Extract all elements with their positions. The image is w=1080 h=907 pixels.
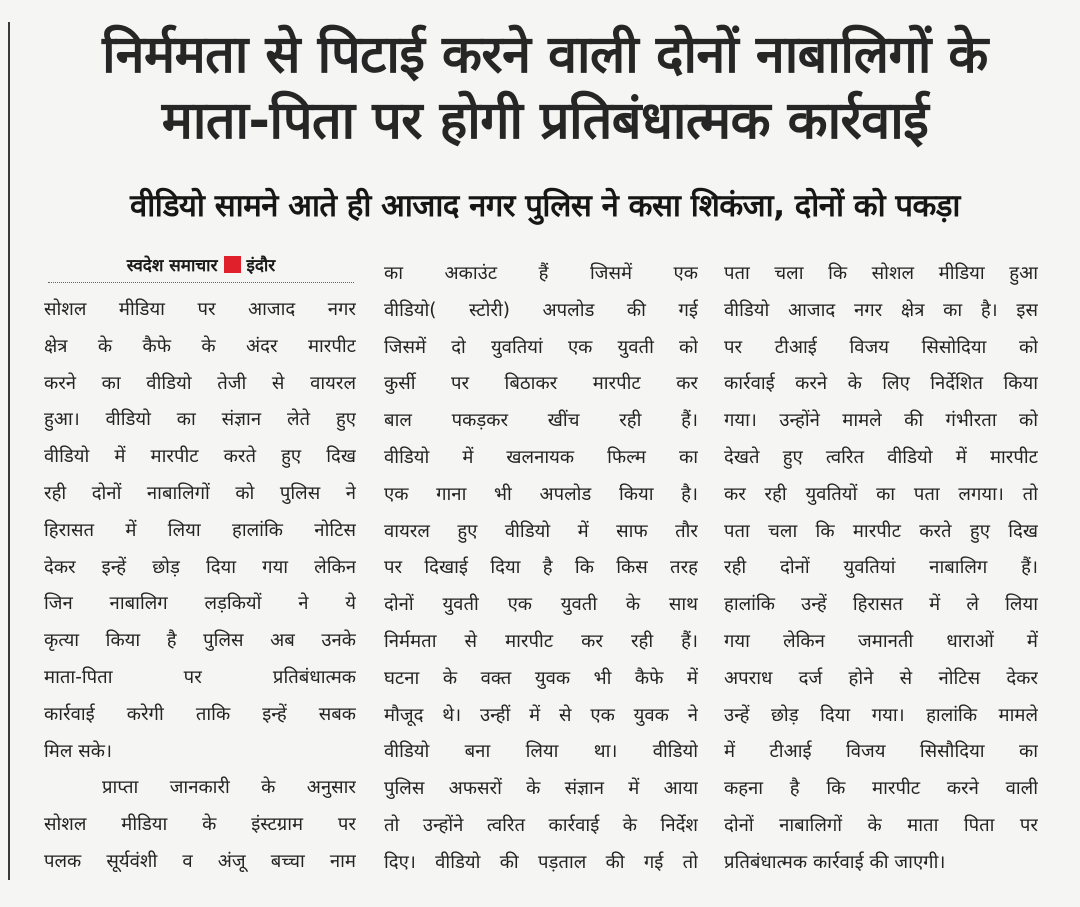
- article-text-line: रही दोनों युवतियां नाबालिग हैं।: [724, 557, 1038, 579]
- article-text-line: जिसमें दो युवतियां एक युवती को: [384, 336, 698, 358]
- article-text-line: माता-पिता पर प्रतिबंधात्मक: [44, 667, 356, 688]
- article-text-line: मौजूद थे। उन्हीं में से एक युवक ने: [384, 704, 698, 726]
- article-text-line: वायरल हुए वीडियो में साफ तौर: [384, 520, 698, 542]
- byline-source: स्वदेश समाचार: [126, 256, 218, 276]
- article-text-line: हुआ। वीडियो का संज्ञान लेते हुए: [44, 409, 356, 431]
- article-text-line: वीडियो में खलनायक फिल्म का: [384, 447, 698, 468]
- article-text-line: मिल सके।: [44, 740, 113, 762]
- article-text-line: तो उन्होंने त्वरित कार्रवाई के निर्देश: [384, 815, 698, 836]
- article-text-line: पर दिखाई दिया है कि किस तरह: [384, 557, 698, 579]
- red-square-icon: [224, 256, 241, 273]
- article-text-line: कहना है कि मारपीट करने वाली: [724, 778, 1038, 800]
- article-text-line: वीडियो बना लिया था। वीडियो: [384, 741, 698, 763]
- article-text-line: वीडियो( स्टोरी) अपलोड की गई: [384, 299, 698, 321]
- column-rule: [8, 22, 10, 880]
- article-text-line: जिन नाबालिग लड़कियों ने ये: [44, 593, 356, 615]
- article-text-line: करने का वीडियो तेजी से वायरल: [44, 372, 356, 394]
- article-text-line: हालांकि उन्हें हिरासत में ले लिया: [724, 594, 1038, 616]
- article-text-line: पता चला कि मारपीट करते हुए दिख: [724, 520, 1038, 542]
- article-text-line: दिए। वीडियो की पड़ताल की गई तो: [384, 851, 698, 873]
- article-text-line: सोशल मीडिया पर आजाद नगर: [44, 299, 356, 320]
- article-text-line: वीडियो में मारपीट करते हुए दिख: [44, 446, 356, 468]
- headline-line-2: माता-पिता पर होगी प्रतिबंधात्मक कार्रवाई: [161, 91, 929, 151]
- article-text-line: कार्रवाई करने के लिए निर्देशित किया: [724, 373, 1038, 395]
- article-text-line: गया। उन्होंने मामले की गंभीरता को: [724, 410, 1038, 432]
- article-text-line: हिरासत में लिया हालांकि नोटिस: [44, 519, 356, 541]
- article-text-line: दोनों युवती एक युवती के साथ: [384, 594, 698, 616]
- article-text-line: अपराध दर्ज होने से नोटिस देकर: [724, 667, 1038, 689]
- article-text-line: देखते हुए त्वरित वीडियो में मारपीट: [724, 447, 1038, 468]
- article-text-line: रही दोनों नाबालिगों को पुलिस ने: [44, 483, 356, 504]
- article-text-line: पलक सूर्यवंशी व अंजू बच्चा नाम: [44, 851, 356, 872]
- article-text-line: दोनों नाबालिगों के माता पिता पर: [724, 815, 1038, 836]
- article-text-line: कृत्या किया है पुलिस अब उनके: [44, 630, 356, 652]
- article-text-line: कर रही युवतियों का पता लगया। तो: [724, 483, 1038, 505]
- article-text-line: कुर्सी पर बिठाकर मारपीट कर: [384, 373, 698, 395]
- article-text-line: पुलिस अफसरों के संज्ञान में आया: [384, 778, 698, 800]
- article-text-line: निर्ममता से मारपीट कर रही हैं।: [384, 631, 698, 652]
- article-text-line: गया लेकिन जमानती धाराओं में: [724, 631, 1038, 652]
- article-text-line: में टीआई विजय सिसौदिया का: [724, 741, 1038, 763]
- article-text-line: पर टीआई विजय सिसोदिया को: [724, 336, 1038, 358]
- article-text-line: का अकाउंट हैं जिसमें एक: [384, 263, 698, 284]
- article-text-line: उन्हें छोड़ दिया गया। हालांकि मामले: [724, 704, 1038, 726]
- subheadline: वीडियो सामने आते ही आजाद नगर पुलिस ने कसा शिकंजा, दोनों को पकड़ा: [130, 188, 960, 224]
- headline-line-1: निर्ममता से पिटाई करने वाली दोनों नाबालिगों के: [102, 25, 988, 85]
- article-text-line: देकर इन्हें छोड़ दिया गया लेकिन: [44, 556, 356, 578]
- byline-city: इंदौर: [246, 256, 276, 276]
- article-text-line: प्रतिबंधात्मक कार्रवाई की जाएगी।: [724, 851, 946, 873]
- article-text-line: एक गाना भी अपलोड किया है।: [384, 483, 698, 505]
- article-text-line: वीडियो आजाद नगर क्षेत्र का है। इस: [724, 299, 1038, 321]
- article-text-line: कार्रवाई करेगी ताकि इन्हें सबक: [44, 703, 356, 725]
- article-text-line: घटना के वक्त युवक भी कैफे में: [384, 667, 698, 689]
- article-text-line: प्राप्ता जानकारी के अनुसार: [102, 777, 356, 799]
- article-text-line: पता चला कि सोशल मीडिया हुआ: [724, 263, 1038, 284]
- article-text-line: सोशल मीडिया के इंस्टग्राम पर: [44, 814, 356, 836]
- article-text-line: क्षेत्र के कैफे के अंदर मारपीट: [44, 335, 356, 357]
- article-text-line: बाल पकड़कर खींच रही हैं।: [384, 410, 698, 432]
- headline: [40, 22, 1050, 154]
- byline: [48, 252, 354, 283]
